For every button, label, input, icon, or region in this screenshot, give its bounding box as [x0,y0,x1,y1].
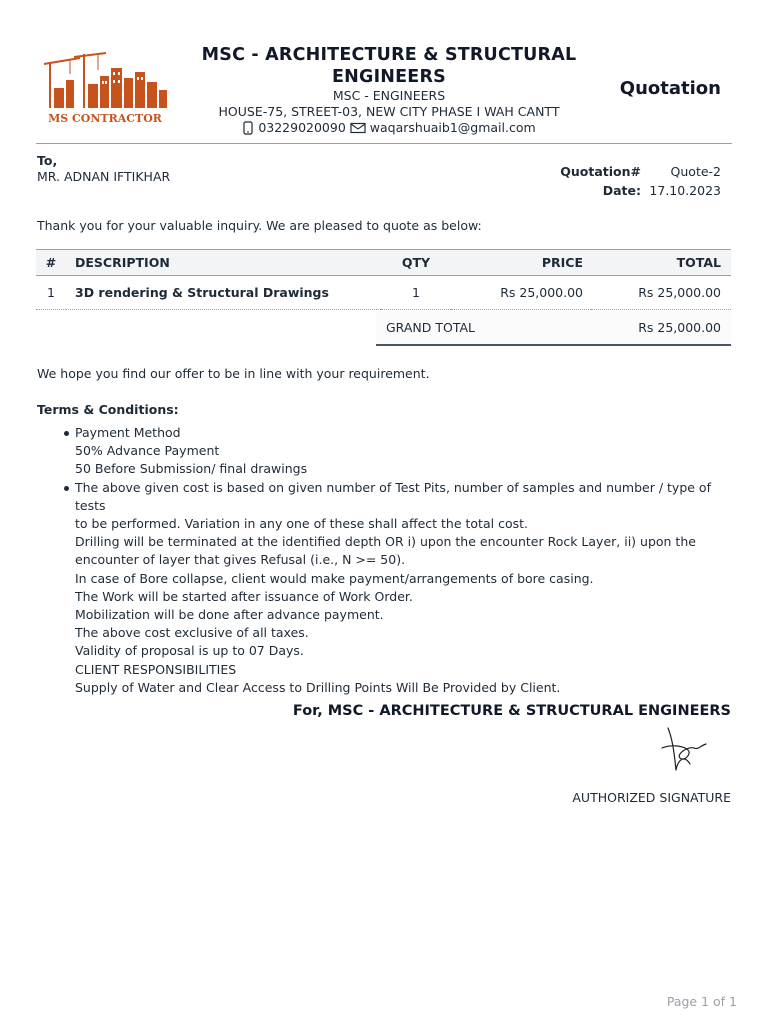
handwritten-signature-icon [654,724,714,774]
meta-row-date [551,181,721,200]
grand-total-row [376,311,731,346]
company-logo [40,50,170,128]
terms-title: Terms & Conditions: [37,402,179,417]
authorized-signature-label: AUTHORIZED SIGNATURE [572,790,731,805]
row-qty: 1 [381,276,451,310]
company-header [200,44,578,136]
header-description: DESCRIPTION [66,250,381,276]
terms-list [75,424,735,697]
list-item [75,479,735,697]
header-total: TOTAL [591,250,731,276]
contact-row [200,120,578,136]
quotation-meta [551,162,721,200]
terms-line: CLIENT RESPONSIBILITIES [75,661,237,677]
document-type: Quotation [619,78,721,99]
recipient-name: MR. ADNAN IFTIKHAR [37,169,171,184]
meta-value: 17.10.2023 [649,183,721,198]
company-address: HOUSE-75, STREET-03, NEW CITY PHASE I WAH CANTT [218,104,560,119]
header-price: PRICE [451,250,591,276]
terms-line: Drilling will be terminated at the identified depth OR i) upon the encounter Rock Layer, ii) upon the [75,534,696,550]
company-name: MSC - ARCHITECTURE & STRUCTURAL ENGINEERS [201,45,577,87]
table-row [36,276,731,310]
company-email: waqarshuaib1@gmail.com [369,120,536,135]
for-company-line: For, MSC - ARCHITECTURE & STRUCTURAL ENGINEERS [292,703,731,719]
terms-line: The above given cost is based on given number of Test Pits, number of samples and number / type of tests [75,479,711,513]
meta-key: Quotation# [560,164,641,179]
terms-line: Validity of proposal is up to 07 Days. [75,643,304,659]
recipient-label: To, [37,153,58,168]
table-header-row [36,250,731,276]
items-table [36,249,731,310]
meta-key: Date: [602,183,641,198]
grand-total-label: GRAND TOTAL [386,320,476,335]
terms-line: 50 Before Submission/ final drawings [75,461,308,477]
header-qty: QTY [381,250,451,276]
terms-line: Mobilization will be done after advance payment. [75,607,384,623]
header-divider [36,143,732,144]
page-number: Page 1 of 1 [666,994,737,1009]
row-price: Rs 25,000.00 [451,276,591,310]
company-phone: 03229020090 [258,120,346,135]
row-num: 1 [36,276,66,310]
grand-total-value: Rs 25,000.00 [638,320,721,335]
row-description: 3D rendering & Structural Drawings [66,276,381,310]
closing-text: We hope you find our offer to be in line with your requirement. [37,366,430,381]
header-num: # [36,250,66,276]
list-item [75,424,735,479]
terms-line: The above cost exclusive of all taxes. [75,625,309,641]
intro-text: Thank you for your valuable inquiry. We are pleased to quote as below: [37,218,482,233]
row-total: Rs 25,000.00 [591,276,731,310]
terms-line: Payment Method [75,425,181,440]
meta-row-quotation-number [551,162,721,181]
terms-line: to be performed. Variation in any one of these shall affect the total cost. [75,516,528,532]
terms-line: encounter of layer that gives Refusal (i.e., N >= 50). [75,552,406,568]
envelope-icon [350,122,366,134]
terms-line: In case of Bore collapse, client would make payment/arrangements of bore casing. [75,570,594,586]
terms-line: Supply of Water and Clear Access to Drilling Points Will Be Provided by Client. [75,679,561,695]
company-subtitle: MSC - ENGINEERS [332,88,446,103]
logo-text: MS CONTRACTOR [48,112,162,125]
terms-line: The Work will be started after issuance of Work Order. [75,588,413,604]
meta-value: Quote-2 [670,164,721,179]
terms-line: 50% Advance Payment [75,443,220,459]
city-skyline-logo-icon [40,50,170,110]
mobile-phone-icon [242,121,254,135]
